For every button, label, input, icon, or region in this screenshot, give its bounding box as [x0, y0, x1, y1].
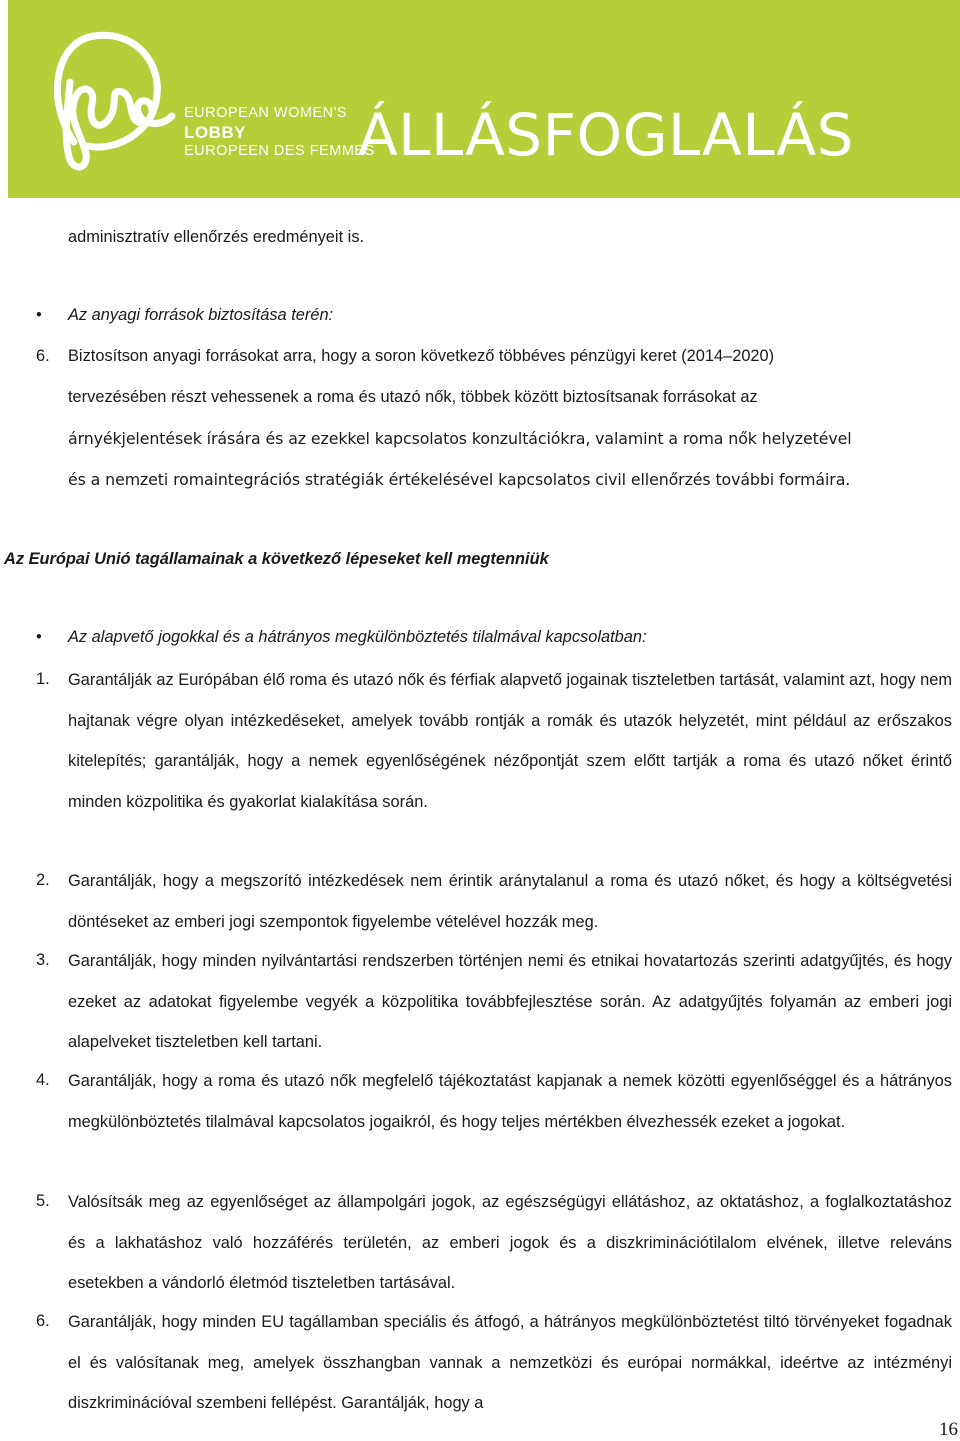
document-type-title: ÁLLÁSFOGLALÁS: [357, 101, 854, 169]
item-number: 5.: [36, 1192, 50, 1210]
bullet-fundamental-rights: Az alapvető jogokkal és a hátrányos megkülönböztetés tilalmával kapcsolatban:: [68, 628, 647, 646]
org-line-2: LOBBY: [184, 122, 246, 142]
item-number: 6.: [36, 1312, 50, 1330]
bullet-marker: •: [36, 628, 42, 646]
intro-line: adminisztratív ellenőrzés eredményeit is.: [68, 228, 365, 246]
item-text: Garantálják, hogy a megszorító intézkedések nem érintik aránytalanul a roma és utazó nőket, és hogy a költségvetési döntéseket az emberi jogi szempontok figyelembe vételével hozzák meg.: [68, 872, 952, 931]
bullet-funding: Az anyagi források biztosítása terén:: [68, 306, 334, 324]
item-text: Garantálják, hogy a roma és utazó nők megfelelő tájékoztatást kapjanak a nemek közötti egyenlőséggel és a hátrányos megkülönböztetés tilalmával kapcsolatos jogaikról, és hogy teljes mértékben élvezhessék ezeket a jogokat.: [68, 1072, 952, 1131]
item-text: Garantálják, hogy minden nyilvántartási rendszerben történjen nemi és etnikai hovatartozás szerinti adatgyűjtés, és hogy ezeket az adatokat figyelembe vegyék a közpolitika továbbfejlesztése során. Az adatgyűjtés folyamán az emberi jogi alapelveket tiszteletben kell tartani.: [68, 952, 952, 1051]
org-line-1: EUROPEAN WOMEN'S: [184, 105, 348, 121]
item-6a-line-2: tervezésében részt vehessenek a roma és utazó nők, többek között biztosítsanak forrásokat az: [68, 388, 758, 406]
item-6a-number: 6.: [36, 347, 50, 365]
org-line-3: EUROPEEN DES FEMMES: [184, 142, 375, 159]
item-text: Garantálják, hogy minden EU tagállamban speciális és átfogó, a hátrányos megkülönböztetést tiltó törvényeket fogadnak el és valósítanak meg, amelyek összhangban vannak a nemzetközi és európai normákkal, ideértve az intézményi diszkriminációval szembeni fellépést. Garantálják, hogy a: [68, 1313, 952, 1412]
item-number: 3.: [36, 951, 50, 969]
section-heading: Az Európai Unió tagállamainak a következő lépeseket kell megtenniük: [4, 550, 549, 568]
item-text: Valósítsák meg az egyenlőséget az állampolgári jogok, az egészségügyi ellátáshoz, az oktatáshoz, a foglalkoztatáshoz és a lakhatáshoz való hozzáférés területén, az emberi jogok és a diszkriminációtilalom elvének, illetve releváns esetekben a vándorló életmód tiszteletben tartásával.: [68, 1193, 952, 1292]
header-banner: [8, 0, 960, 198]
ewl-logo-icon: [36, 22, 186, 182]
organization-name: [184, 106, 375, 158]
item-text: Garantálják az Európában élő roma és utazó nők és férfiak alapvető jogainak tiszteletben tartását, valamint azt, hogy nem hajtanak végre olyan intézkedéseket, amelyek tovább rontják a romák és utazók helyzetét, mint például az erőszakos kitelepítés; garantálják, hogy a nemek egyenlőségének nézőpontját szem előtt tartják a roma és utazó nőket érintő minden közpolitika és gyakorlat kialakítása során.: [68, 671, 952, 811]
item-6a-line-4: és a nemzeti romaintegrációs stratégiák értékelésével kapcsolatos civil ellenőrzés további formáira.: [68, 470, 851, 489]
page-number: 16: [939, 1419, 958, 1440]
item-number: 2.: [36, 871, 50, 889]
item-number: 4.: [36, 1071, 50, 1089]
bullet-marker: •: [36, 306, 42, 324]
item-6a-line-1: Biztosítson anyagi forrásokat arra, hogy a soron következő többéves pénzügyi keret (2014–2020): [68, 347, 775, 365]
item-6a-line-3: árnyékjelentések írására és az ezekkel kapcsolatos konzultációkra, valamint a roma nők helyzetével: [68, 429, 852, 448]
item-number: 1.: [36, 670, 50, 688]
